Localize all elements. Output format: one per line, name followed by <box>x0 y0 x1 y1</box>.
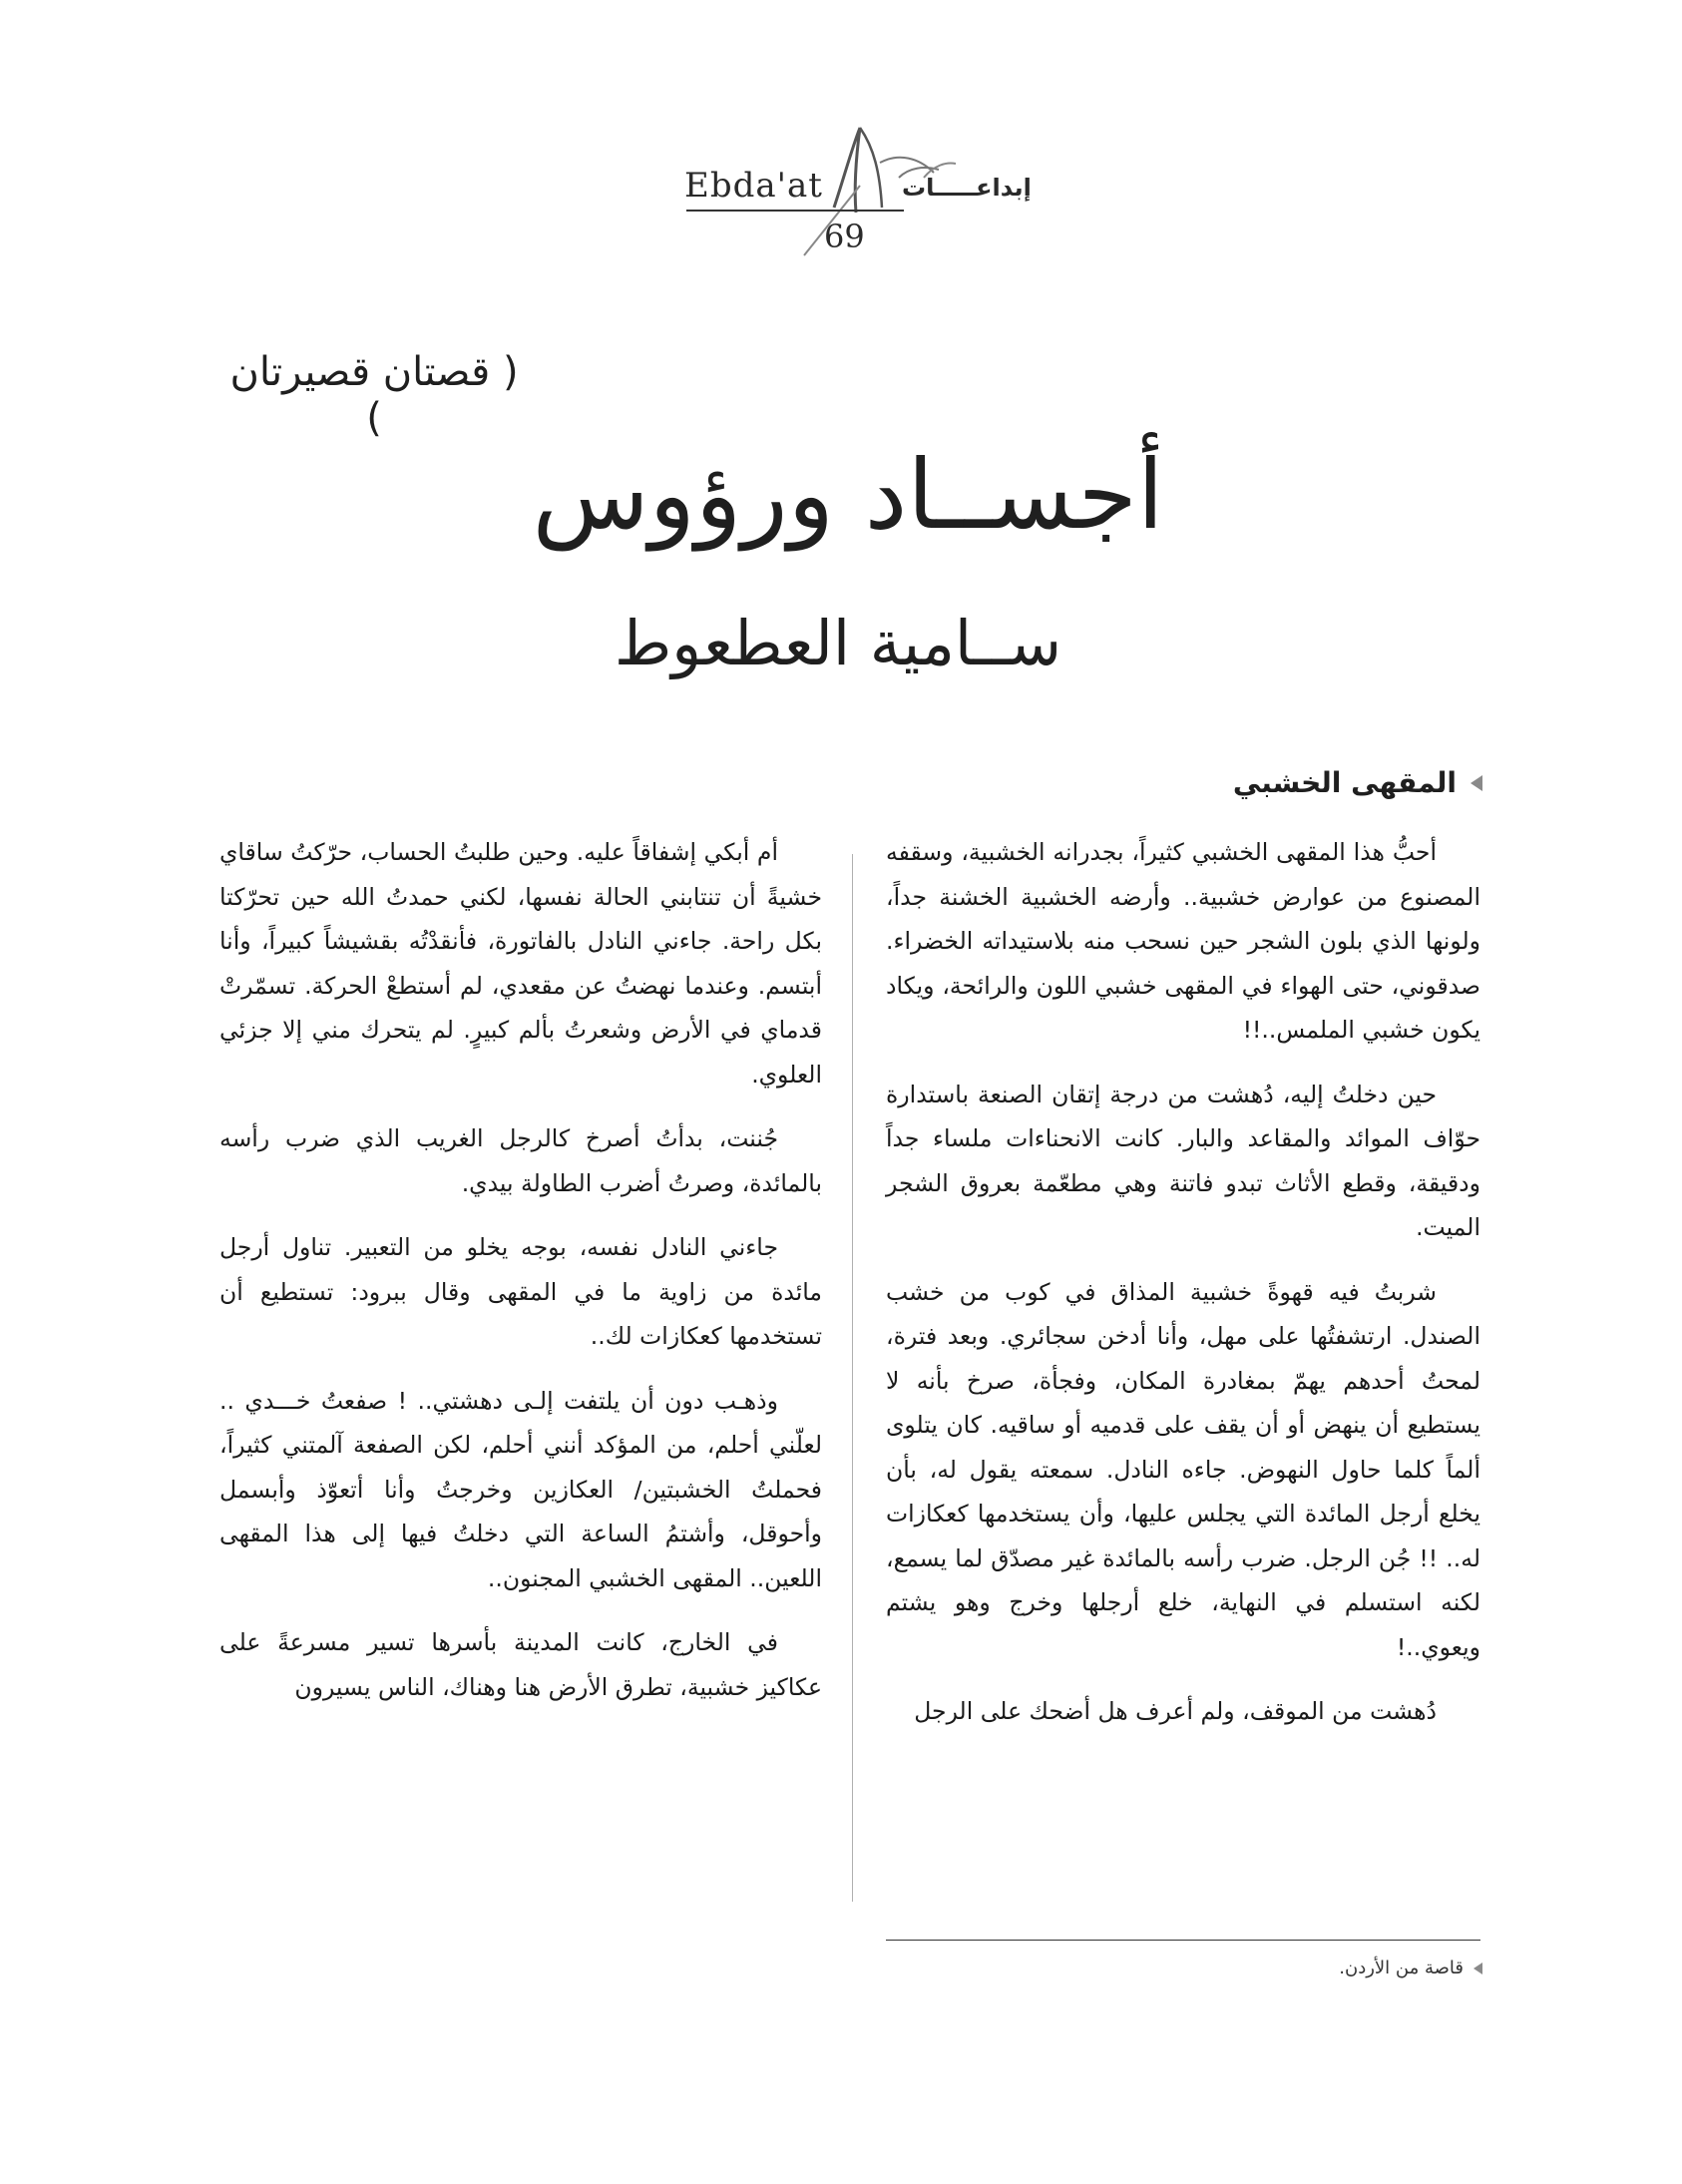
paragraph: أم أبكي إشفاقاً عليه. وحين طلبتُ الحساب، حرّكتُ ساقاي خشيةً أن تنتابني الحالة نفسها، لكني حمدتُ الله حين تحرّكتا بكل راحة. جاءني النادل بالفاتورة، فأنقدْتُه بقشيشاً كبيراً، وأنا أبتسم. وعندما نهضتُ عن مقعدي، لم أستطعْ الحركة. تسمّرتْ قدماي في الأرض وشعرتُ بألم كبيرٍ. لم يتحرك مني إلا جزئي العلوي. <box>219 838 822 1089</box>
footnote <box>1339 1958 1482 1978</box>
page-header <box>684 118 1032 267</box>
page-number: 69 <box>824 218 865 255</box>
column-left <box>219 830 822 1729</box>
paragraph: دُهشت من الموقف، ولم أعرف هل أضحك على الرجل <box>914 1697 1437 1725</box>
footnote-text: قاصة من الأردن. <box>1339 1958 1464 1978</box>
section-heading <box>1233 766 1482 799</box>
header-rule <box>686 210 904 212</box>
paragraph: أحبُّ هذا المقهى الخشبي كثيراً، بجدرانه الخشبية، وسقفه المصنوع من عوارض خشبية.. وأرضه الخشبية الخشنة جداً، ولونها الذي بلون الشجر حين نسحب منه بلاستيداته الخضراء. صدقوني، حتى الهواء في المقهى خشبي اللون والرائحة، ويكاد يكون خشبي الملمس..!! <box>886 838 1480 1044</box>
magazine-name-latin: Ebda'at <box>684 166 823 206</box>
paragraph: في الخارج، كانت المدينة بأسرها تسير مسرعةً على عكاكيز خشبية، تطرق الأرض هنا وهناك، الناس يسيرون <box>219 1628 822 1701</box>
subtitle: ( قصتان قصيرتان ) <box>229 349 519 441</box>
author-name: ســامية العطعوط <box>614 607 1062 679</box>
paragraph: جُننت، بدأتُ أصرخ كالرجل الغريب الذي ضرب رأسه بالمائدة، وصرتُ أضرب الطاولة بيدي. <box>219 1124 822 1197</box>
column-right <box>886 830 1480 1754</box>
column-divider <box>852 854 853 1902</box>
paragraph: وذهـب دون أن يلتفت إلـى دهشتي.. ! صفعتُ خـــدي .. لعلّني أحلم، من المؤكد أنني أحلم، لكن الصفعة آلمتني كثيراً، فحملتُ الخشبتين/ العكازين وخرجتُ وأنا أتعوّذ وأبسمل وأحوقل، وأشتمُ الساعة التي دخلتُ فيها إلى هذا المقهى اللعين.. المقهى الخشبي المجنون.. <box>219 1386 822 1592</box>
paragraph: حين دخلتُ إليه، دُهشت من درجة إتقان الصنعة باستدارة حوّاف الموائد والمقاعد والبار. كانت الانحناءات ملساء جداً ودقيقة، وقطع الأثاث تبدو فاتنة وهي مطعّمة بعروق الشجر الميت. <box>886 1080 1480 1241</box>
triangle-bullet-icon <box>1471 775 1482 791</box>
triangle-bullet-icon <box>1473 1963 1482 1974</box>
section-heading-text: المقهى الخشبي <box>1232 766 1457 799</box>
footnote-rule <box>886 1940 1480 1941</box>
paragraph: شربتُ فيه قهوةً خشبية المذاق في كوب من خشب الصندل. ارتشفتُها على مهل، وأنا أدخن سجائري. وبعد فترة، لمحتُ أحدهم يهمّ بمغادرة المكان، وفجأة، صرخ بأنه لا يستطيع أن ينهض أو أن يقف على قدميه أو ساقيه. كان يتلوى ألماً كلما حاول النهوض. جاءه النادل. سمعته يقول له، بأن يخلع أرجل المائدة التي يجلس عليها، وأن يستخدمها كعكازات له.. !! جُن الرجل. ضرب رأسه بالمائدة غير مصدّق لما يسمع، لكنه استسلم في النهاية، خلع أرجلها وخرج وهو يشتم ويعوي..! <box>886 1277 1480 1661</box>
page-title: أجســاد ورؤوس <box>532 439 1164 551</box>
magazine-name-arabic: إبداعـــــات <box>902 174 1032 202</box>
paragraph: جاءني النادل نفسه، بوجه يخلو من التعبير. تناول أرجل مائدة من زاوية ما في المقهى وقال ببرود: تستطيع أن تستخدمها كعكازات لك.. <box>219 1233 822 1350</box>
